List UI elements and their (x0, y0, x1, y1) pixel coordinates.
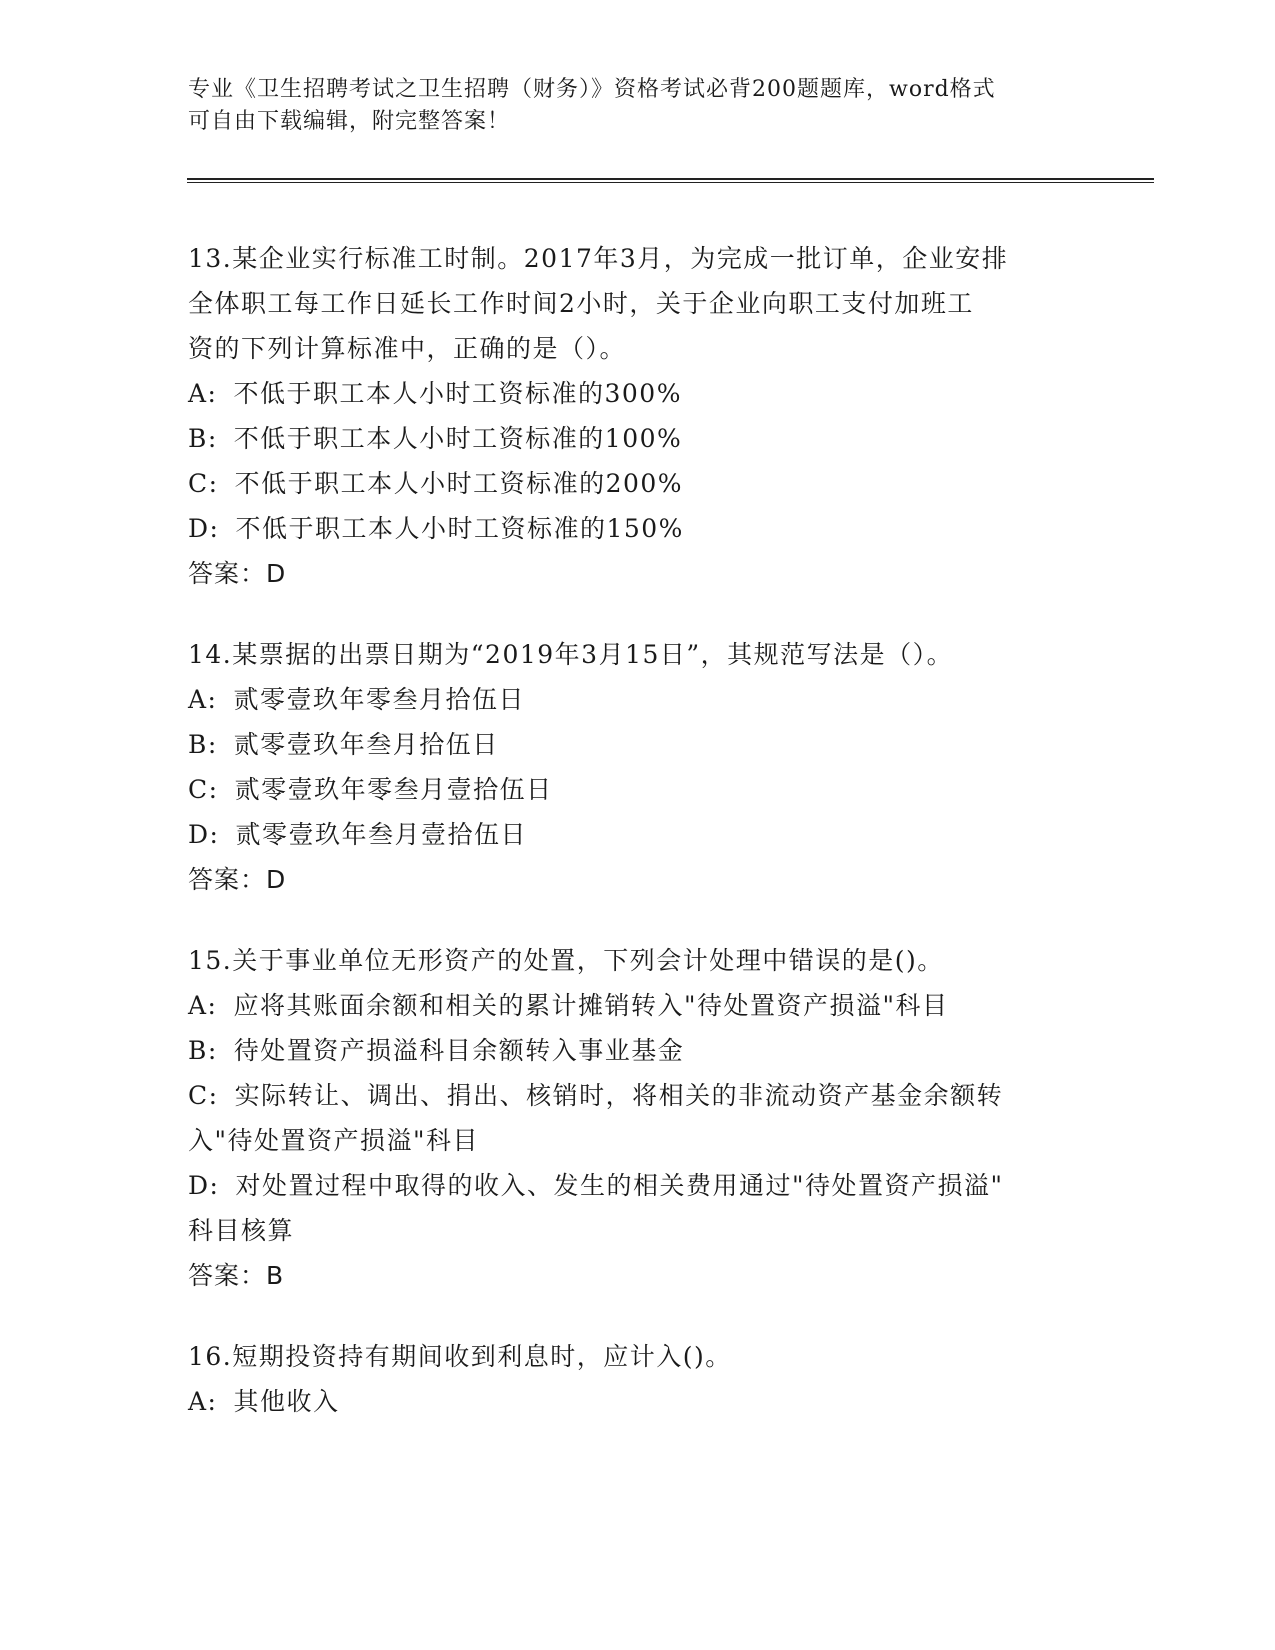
question-block (188, 236, 1128, 596)
option-key: A: (188, 991, 218, 1020)
question-block (188, 1334, 1128, 1424)
answer-option (188, 767, 1128, 812)
option-text: 贰零壹玖年叁月拾伍日 (233, 730, 499, 759)
option-key: D: (188, 514, 220, 543)
option-key: D: (188, 1171, 220, 1200)
question-stem: 16.短期投资持有期间收到利息时，应计入()。 (188, 1342, 732, 1371)
answer-key: 答案：D (188, 559, 287, 588)
answer-option (188, 677, 1128, 722)
document-header (188, 74, 1088, 138)
answer-option (188, 1073, 1128, 1118)
answer-option (188, 461, 1128, 506)
option-text: 不低于职工本人小时工资标准的200% (234, 469, 684, 498)
answer-option (188, 722, 1128, 767)
answer-option (188, 416, 1128, 461)
question-stem: 15.关于事业单位无形资产的处置，下列会计处理中错误的是()。 (188, 946, 944, 975)
answer-option (188, 1163, 1128, 1208)
answer-option: 科目核算 (188, 1216, 295, 1245)
option-text: 不低于职工本人小时工资标准的100% (233, 424, 683, 453)
answer-option (188, 1028, 1128, 1073)
option-text: 待处置资产损溢科目余额转入事业基金 (233, 1036, 685, 1065)
option-key: D: (188, 820, 220, 849)
option-text: 不低于职工本人小时工资标准的150% (235, 514, 684, 543)
answer-key: 答案：B (188, 1261, 285, 1290)
question-block (188, 632, 1128, 902)
option-text: 不低于职工本人小时工资标准的300% (233, 379, 682, 408)
option-key: B: (188, 1036, 218, 1065)
answer-option (188, 812, 1128, 857)
option-key: C: (188, 469, 219, 498)
answer-option (188, 371, 1128, 416)
header-divider (187, 178, 1154, 183)
option-key: B: (188, 424, 218, 453)
option-key: C: (188, 775, 219, 804)
option-key: A: (188, 1387, 218, 1416)
question-stem: 14.某票据的出票日期为“2019年3月15日”，其规范写法是（）。 (188, 640, 954, 669)
option-text: 贰零壹玖年叁月壹拾伍日 (235, 820, 527, 849)
option-key: A: (188, 379, 218, 408)
answer-option (188, 983, 1128, 1028)
question-stem: 13.某企业实行标准工时制。2017年3月，为完成一批订单，企业安排 (188, 244, 1009, 273)
header-line: 可自由下载编辑，附完整答案！ (188, 109, 511, 134)
question-block (188, 938, 1128, 1298)
question-stem: 资的下列计算标准中，正确的是（）。 (188, 334, 627, 363)
question-list (188, 236, 1128, 1460)
question-stem: 全体职工每工作日延长工作时间2小时，关于企业向职工支付加班工 (188, 289, 974, 318)
option-key: C: (188, 1081, 219, 1110)
answer-option (188, 506, 1128, 551)
option-text: 应将其账面余额和相关的累计摊销转入"待处置资产损溢"科目 (233, 991, 949, 1020)
option-text: 贰零壹玖年零叁月拾伍日 (233, 685, 525, 714)
answer-key: 答案：D (188, 865, 287, 894)
answer-option: 入"待处置资产损溢"科目 (188, 1126, 479, 1155)
option-text: 对处置过程中取得的收入、发生的相关费用通过"待处置资产损溢" (235, 1171, 1004, 1200)
header-line: 专业《卫生招聘考试之卫生招聘（财务）》资格考试必背200题题库，word格式 (188, 77, 996, 102)
option-text: 贰零壹玖年零叁月壹拾伍日 (234, 775, 553, 804)
option-key: A: (188, 685, 218, 714)
option-key: B: (188, 730, 218, 759)
option-text: 其他收入 (233, 1387, 340, 1416)
option-text: 实际转让、调出、捐出、核销时，将相关的非流动资产基金余额转 (234, 1081, 1004, 1110)
answer-option (188, 1379, 1128, 1424)
